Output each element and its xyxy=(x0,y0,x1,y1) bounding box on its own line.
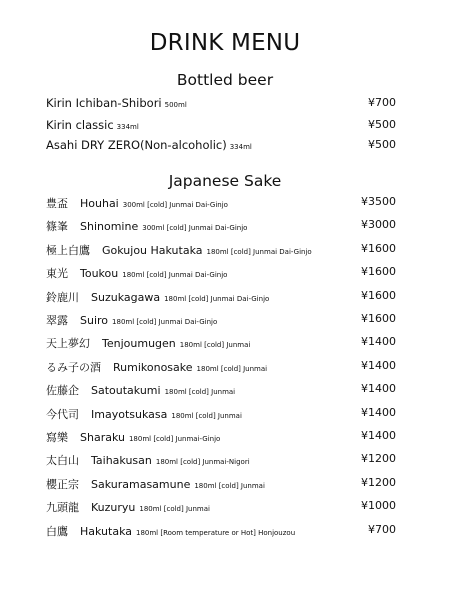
sake-detail: 300ml [cold] Junmai Dai-Ginjo xyxy=(142,224,248,233)
sake-detail: 300ml [cold] Junmai Dai-Ginjo xyxy=(122,201,228,209)
sake-kanji: 翠露 xyxy=(46,314,68,327)
sake-detail: 180ml [cold] Junmai xyxy=(171,411,242,420)
sake-name: Sakuramasamune xyxy=(91,477,191,491)
sake-detail: 180ml [cold] Junmai xyxy=(196,364,268,373)
sake-kanji: 佐藤企 xyxy=(46,384,79,398)
beer-item xyxy=(46,96,396,112)
page-title: DRINK MENU xyxy=(149,30,301,56)
sake-detail: 180ml [cold] Junmai xyxy=(164,388,236,397)
beer-size: 334ml xyxy=(229,143,252,151)
sake-item xyxy=(46,312,396,328)
sake-name: Suiro xyxy=(80,314,109,327)
sake-name: Rumikonosake xyxy=(113,360,193,374)
sake-kanji: 寫樂 xyxy=(46,431,68,444)
sake-price: ¥1400 xyxy=(361,358,396,372)
sake-detail: 180ml [cold] Junmai xyxy=(179,341,251,350)
sake-item xyxy=(46,195,396,211)
sake-name: Shinomine xyxy=(80,220,139,234)
sake-price: ¥1600 xyxy=(361,241,396,255)
sake-item xyxy=(46,476,396,492)
sake-name: Imayotsukasa xyxy=(91,407,168,421)
sake-item xyxy=(46,289,396,305)
sake-kanji: 今代司 xyxy=(46,407,79,421)
sake-kanji: 鈴鹿川 xyxy=(46,290,79,304)
sake-detail: 180ml [cold] Junmai Dai-Ginjo xyxy=(122,271,228,280)
sake-name: Kuzuryu xyxy=(91,501,136,515)
sake-price: ¥700 xyxy=(368,522,396,536)
sake-price: ¥1400 xyxy=(361,405,396,419)
sake-price: ¥1200 xyxy=(361,452,396,466)
sake-item xyxy=(46,265,396,281)
sake-detail: 180ml [cold] Junmai Dai-Ginjo xyxy=(206,247,312,256)
beer-name: Kirin classic xyxy=(46,118,114,132)
sake-name: Hakutaka xyxy=(80,524,132,538)
beer-heading: Bottled beer xyxy=(176,71,274,89)
sake-detail: 180ml [cold] Junmai xyxy=(194,481,265,490)
sake-item xyxy=(46,523,396,539)
sake-name: Gokujou Hakutaka xyxy=(102,243,203,257)
beer-price: ¥700 xyxy=(368,96,396,109)
beer-size: 500ml xyxy=(164,101,187,109)
sake-kanji: 豊盃 xyxy=(46,197,68,210)
sake-kanji: 極上白鷹 xyxy=(46,243,90,257)
sake-item xyxy=(46,218,396,234)
sake-item xyxy=(46,406,396,422)
sake-item xyxy=(46,429,396,445)
sake-name: Tenjoumugen xyxy=(102,337,176,351)
sake-price: ¥1400 xyxy=(361,382,396,396)
sake-detail: 180ml [cold] Junmai Dai-Ginjo xyxy=(164,294,270,303)
sake-item xyxy=(46,335,396,351)
sake-price: ¥3500 xyxy=(361,195,396,208)
sake-kanji: 篠峯 xyxy=(46,220,68,234)
sake-kanji: 太白山 xyxy=(46,454,79,468)
beer-price: ¥500 xyxy=(368,118,396,131)
sake-kanji: るみ子の酒 xyxy=(46,360,101,374)
beer-item xyxy=(46,138,396,154)
beer-price: ¥500 xyxy=(368,138,396,151)
beer-size: 334ml xyxy=(116,123,139,131)
sake-item xyxy=(46,499,396,515)
sake-detail: 180ml [cold] Junmai xyxy=(139,505,210,514)
beer-name: Asahi DRY ZERO(Non-alcoholic) xyxy=(46,138,227,152)
sake-kanji: 櫻正宗 xyxy=(46,477,79,491)
sake-name: Satoutakumi xyxy=(91,384,161,398)
sake-detail: 180ml [cold] Junmai Dai-Ginjo xyxy=(112,318,218,326)
sake-kanji: 天上夢幻 xyxy=(46,337,90,351)
sake-detail: 180ml [Room temperature or Hot] Honjouzou xyxy=(136,528,296,537)
beer-item xyxy=(46,118,396,134)
sake-item xyxy=(46,382,396,398)
sake-price: ¥1400 xyxy=(361,335,396,349)
sake-price: ¥1600 xyxy=(361,265,396,279)
sake-price: ¥1400 xyxy=(361,429,396,442)
sake-kanji: 東光 xyxy=(46,267,68,281)
sake-item xyxy=(46,242,396,258)
sake-heading: Japanese Sake xyxy=(168,172,282,190)
sake-item xyxy=(46,452,396,468)
sake-kanji: 白鷹 xyxy=(46,524,68,538)
sake-detail: 180ml [cold] Junmai-Ginjo xyxy=(128,435,221,443)
beer-name: Kirin Ichiban-Shibori xyxy=(46,96,162,110)
sake-detail: 180ml [cold] Junmai-Nigori xyxy=(155,458,250,467)
sake-price: ¥1600 xyxy=(361,288,396,302)
sake-price: ¥1200 xyxy=(361,475,396,489)
sake-price: ¥3000 xyxy=(361,218,396,232)
sake-price: ¥1000 xyxy=(361,499,396,513)
sake-name: Houhai xyxy=(80,197,119,210)
sake-name: Toukou xyxy=(80,267,119,281)
sake-price: ¥1600 xyxy=(361,312,396,325)
sake-name: Sharaku xyxy=(80,431,125,444)
sake-kanji: 九頭龍 xyxy=(46,501,79,515)
sake-item xyxy=(46,359,396,375)
sake-name: Suzukagawa xyxy=(91,290,161,304)
sake-name: Taihakusan xyxy=(91,454,152,468)
